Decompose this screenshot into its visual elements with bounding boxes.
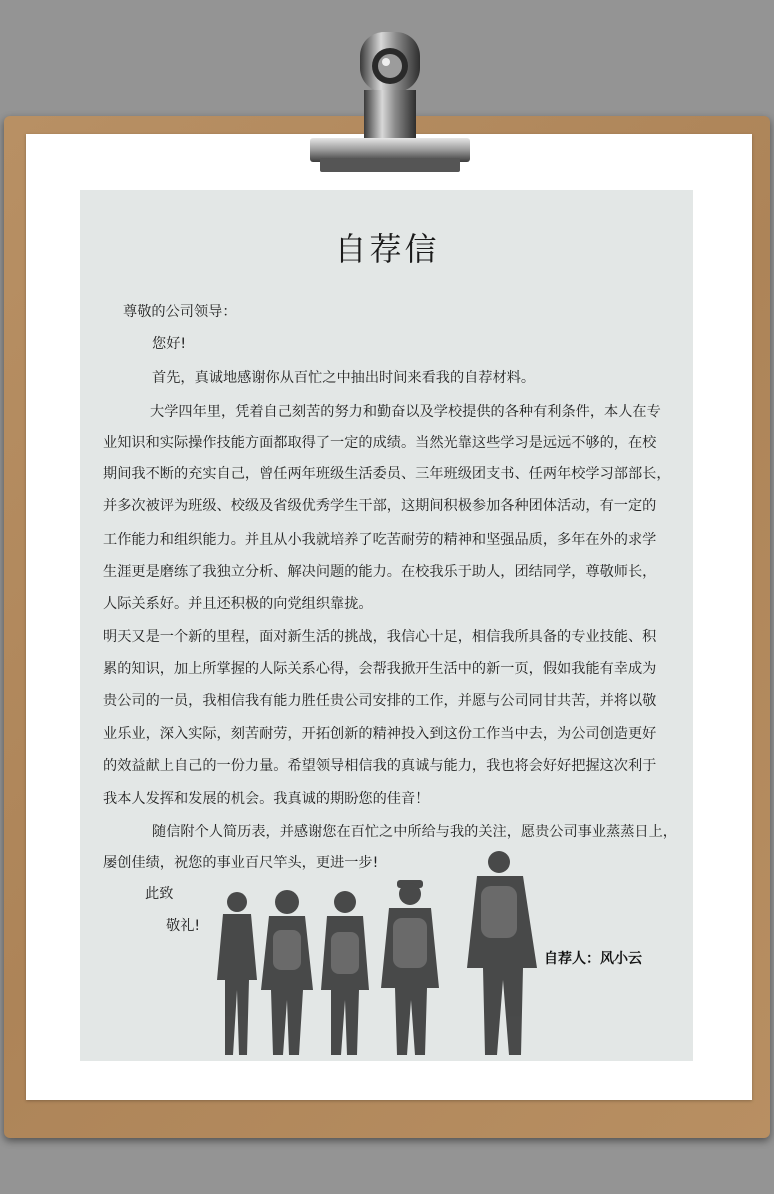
paragraph-3-line: 的效益献上自己的一份力量。希望领导相信我的真诚与能力，我也将会好好把握这次利于 bbox=[103, 758, 657, 774]
paragraph-3-line: 业乐业，深入实际，刻苦耐劳，开拓创新的精神投入到这份工作当中去，为公司创造更好 bbox=[103, 726, 657, 742]
paragraph-2-line: 人际关系好。并且还积极的向党组织靠拢。 bbox=[103, 596, 373, 612]
page-title: 自荐信 bbox=[334, 230, 440, 268]
paragraph-4-line: 屡创佳绩，祝您的事业百尺竿头，更进一步! bbox=[103, 855, 379, 871]
closing-2: 敬礼! bbox=[166, 918, 201, 934]
paragraph-3-line: 我本人发挥和发展的机会。我真诚的期盼您的佳音！ bbox=[103, 791, 430, 807]
salutation: 尊敬的公司领导： bbox=[123, 304, 237, 320]
paragraph-2-line: 大学四年里，凭着自己刻苦的努力和勤奋以及学校提供的各种有利条件，本人在专 bbox=[150, 404, 661, 420]
paragraph-2-line: 工作能力和组织能力。并且从小我就培养了吃苦耐劳的精神和坚强品质，多年在外的求学 bbox=[103, 532, 657, 548]
paragraph-4-line: 随信附个人简历表，并感谢您在百忙之中所给与我的关注，愿贵公司事业蒸蒸日上， bbox=[152, 824, 677, 840]
paragraph-2-line: 并多次被评为班级、校级及省级优秀学生干部，这期间积极参加各种团体活动，有一定的 bbox=[103, 498, 657, 514]
signature: 自荐人：风小云 bbox=[544, 951, 642, 967]
paragraph-3-line: 贵公司的一员，我相信我有能力胜任贵公司安排的工作，并愿与公司同甘共苦，并将以敬 bbox=[103, 693, 657, 709]
greeting: 您好! bbox=[152, 336, 187, 352]
paragraph-3-line: 累的知识，加上所掌握的人际关系心得，会帮我掀开生活中的新一页，假如我能有幸成为 bbox=[103, 661, 657, 677]
students-illustration-icon bbox=[205, 850, 565, 1060]
paragraph-2-line: 业知识和实际操作技能方面都取得了一定的成绩。当然光靠这些学习是远远不够的，在校 bbox=[103, 435, 657, 451]
paragraph-3-line: 明天又是一个新的里程，面对新生活的挑战，我信心十足，相信我所具备的专业技能、积 bbox=[103, 629, 657, 645]
paragraph-2-line: 期间我不断的充实自己，曾任两年班级生活委员、三年班级团支书、任两年校学习部部长， bbox=[103, 466, 671, 482]
paragraph-2-line: 生涯更是磨练了我独立分析、解决问题的能力。在校我乐于助人，团结同学，尊敬师长， bbox=[103, 564, 657, 580]
closing-1: 此致 bbox=[145, 886, 174, 902]
binder-clip-icon bbox=[300, 24, 480, 184]
paragraph-1: 首先，真诚地感谢你从百忙之中抽出时间来看我的自荐材料。 bbox=[152, 370, 536, 386]
